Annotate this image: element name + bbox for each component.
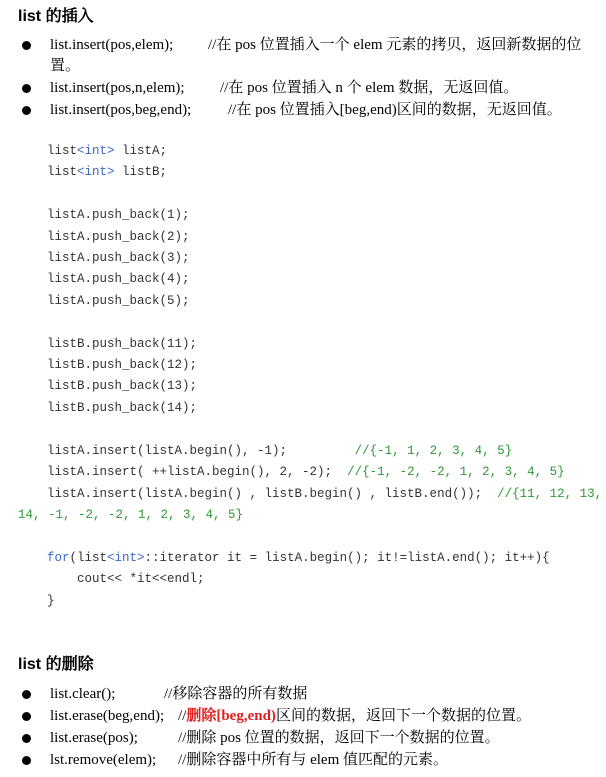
code-line: listA.push_back(1); <box>47 208 190 223</box>
code-line: list<int> listB; <box>47 165 168 180</box>
code-block <box>47 141 602 505</box>
delete-section-title: list 的删除 <box>18 656 94 673</box>
code-line: listB.push_back(12); <box>47 358 198 373</box>
code-line: listA.push_back(4); <box>47 272 190 287</box>
code-line: listA.push_back(5); <box>47 293 190 308</box>
code-line: for(list<int>::iterator it = listA.begin(); it!=listA.end(); it++){ <box>47 551 550 565</box>
bullet-comment: //在 pos 位置插入[beg,end)区间的数据，无返回值。 <box>228 102 562 118</box>
bullet-comment: //删除[beg,end)区间的数据，返回下一个数据的位置。 <box>178 708 531 724</box>
insert-bullet-list <box>20 35 600 122</box>
bullet-code: list.insert(pos,n,elem); <box>50 80 185 96</box>
bullet-code: list.insert(pos,elem); <box>50 37 174 53</box>
insert-section-title: list 的插入 <box>18 8 94 25</box>
delete-bullet-list <box>20 684 600 772</box>
bullet-icon <box>22 41 31 50</box>
code-line: listB.push_back(14); <box>47 400 198 415</box>
bullet-icon <box>22 84 31 93</box>
bullet-comment: //删除 pos 位置的数据，返回下一个数据的位置。 <box>178 730 500 746</box>
bullet-icon <box>22 712 31 721</box>
bullet-icon <box>22 756 31 765</box>
code-line: listA.insert( ++listA.begin(), 2, -2); //{-1, -2, -2, 1, 2, 3, 4, 5} <box>47 465 565 480</box>
list-item <box>20 706 600 727</box>
bullet-icon <box>22 106 31 115</box>
bullet-icon <box>22 690 31 699</box>
code-line: listA.insert(listA.begin(), -1); //{-1, 1, 2, 3, 4, 5} <box>47 443 513 458</box>
code-block <box>47 548 550 612</box>
code-line: listA.push_back(3); <box>47 251 190 266</box>
code-line: listA.insert(listA.begin() , listB.begin() , listB.end()); //{11, 12, 13, <box>47 486 603 501</box>
bullet-code: lst.remove(elem); <box>50 752 157 768</box>
list-item <box>20 100 600 121</box>
bullet-code: list.insert(pos,beg,end); <box>50 102 192 118</box>
code-line: 14, -1, -2, -2, 1, 2, 3, 4, 5} <box>18 508 244 522</box>
bullet-comment: //移除容器的所有数据 <box>164 686 308 702</box>
list-item <box>20 684 600 705</box>
bullet-icon <box>22 734 31 743</box>
list-item <box>20 750 600 771</box>
bullet-code: list.clear(); <box>50 686 116 702</box>
bullet-code: list.erase(beg,end); <box>50 708 165 724</box>
bullet-comment: //在 pos 位置插入 n 个 elem 数据，无返回值。 <box>220 80 519 96</box>
list-item <box>20 35 600 77</box>
list-item <box>20 78 600 99</box>
bullet-code: list.erase(pos); <box>50 730 138 746</box>
bullet-comment: //在 pos 位置插入一个 elem 元素的拷贝，返回新数据的位置。 <box>50 37 582 74</box>
code-line: listA.push_back(2); <box>47 229 190 244</box>
code-line: listB.push_back(13); <box>47 379 198 394</box>
list-item <box>20 728 600 749</box>
code-line: } <box>47 593 55 608</box>
code-line: list<int> listA; <box>47 144 168 158</box>
code-line: cout<< *it<<endl; <box>47 572 205 587</box>
code-line: listB.push_back(11); <box>47 336 198 351</box>
bullet-comment: //删除容器中所有与 elem 值匹配的元素。 <box>178 752 448 768</box>
